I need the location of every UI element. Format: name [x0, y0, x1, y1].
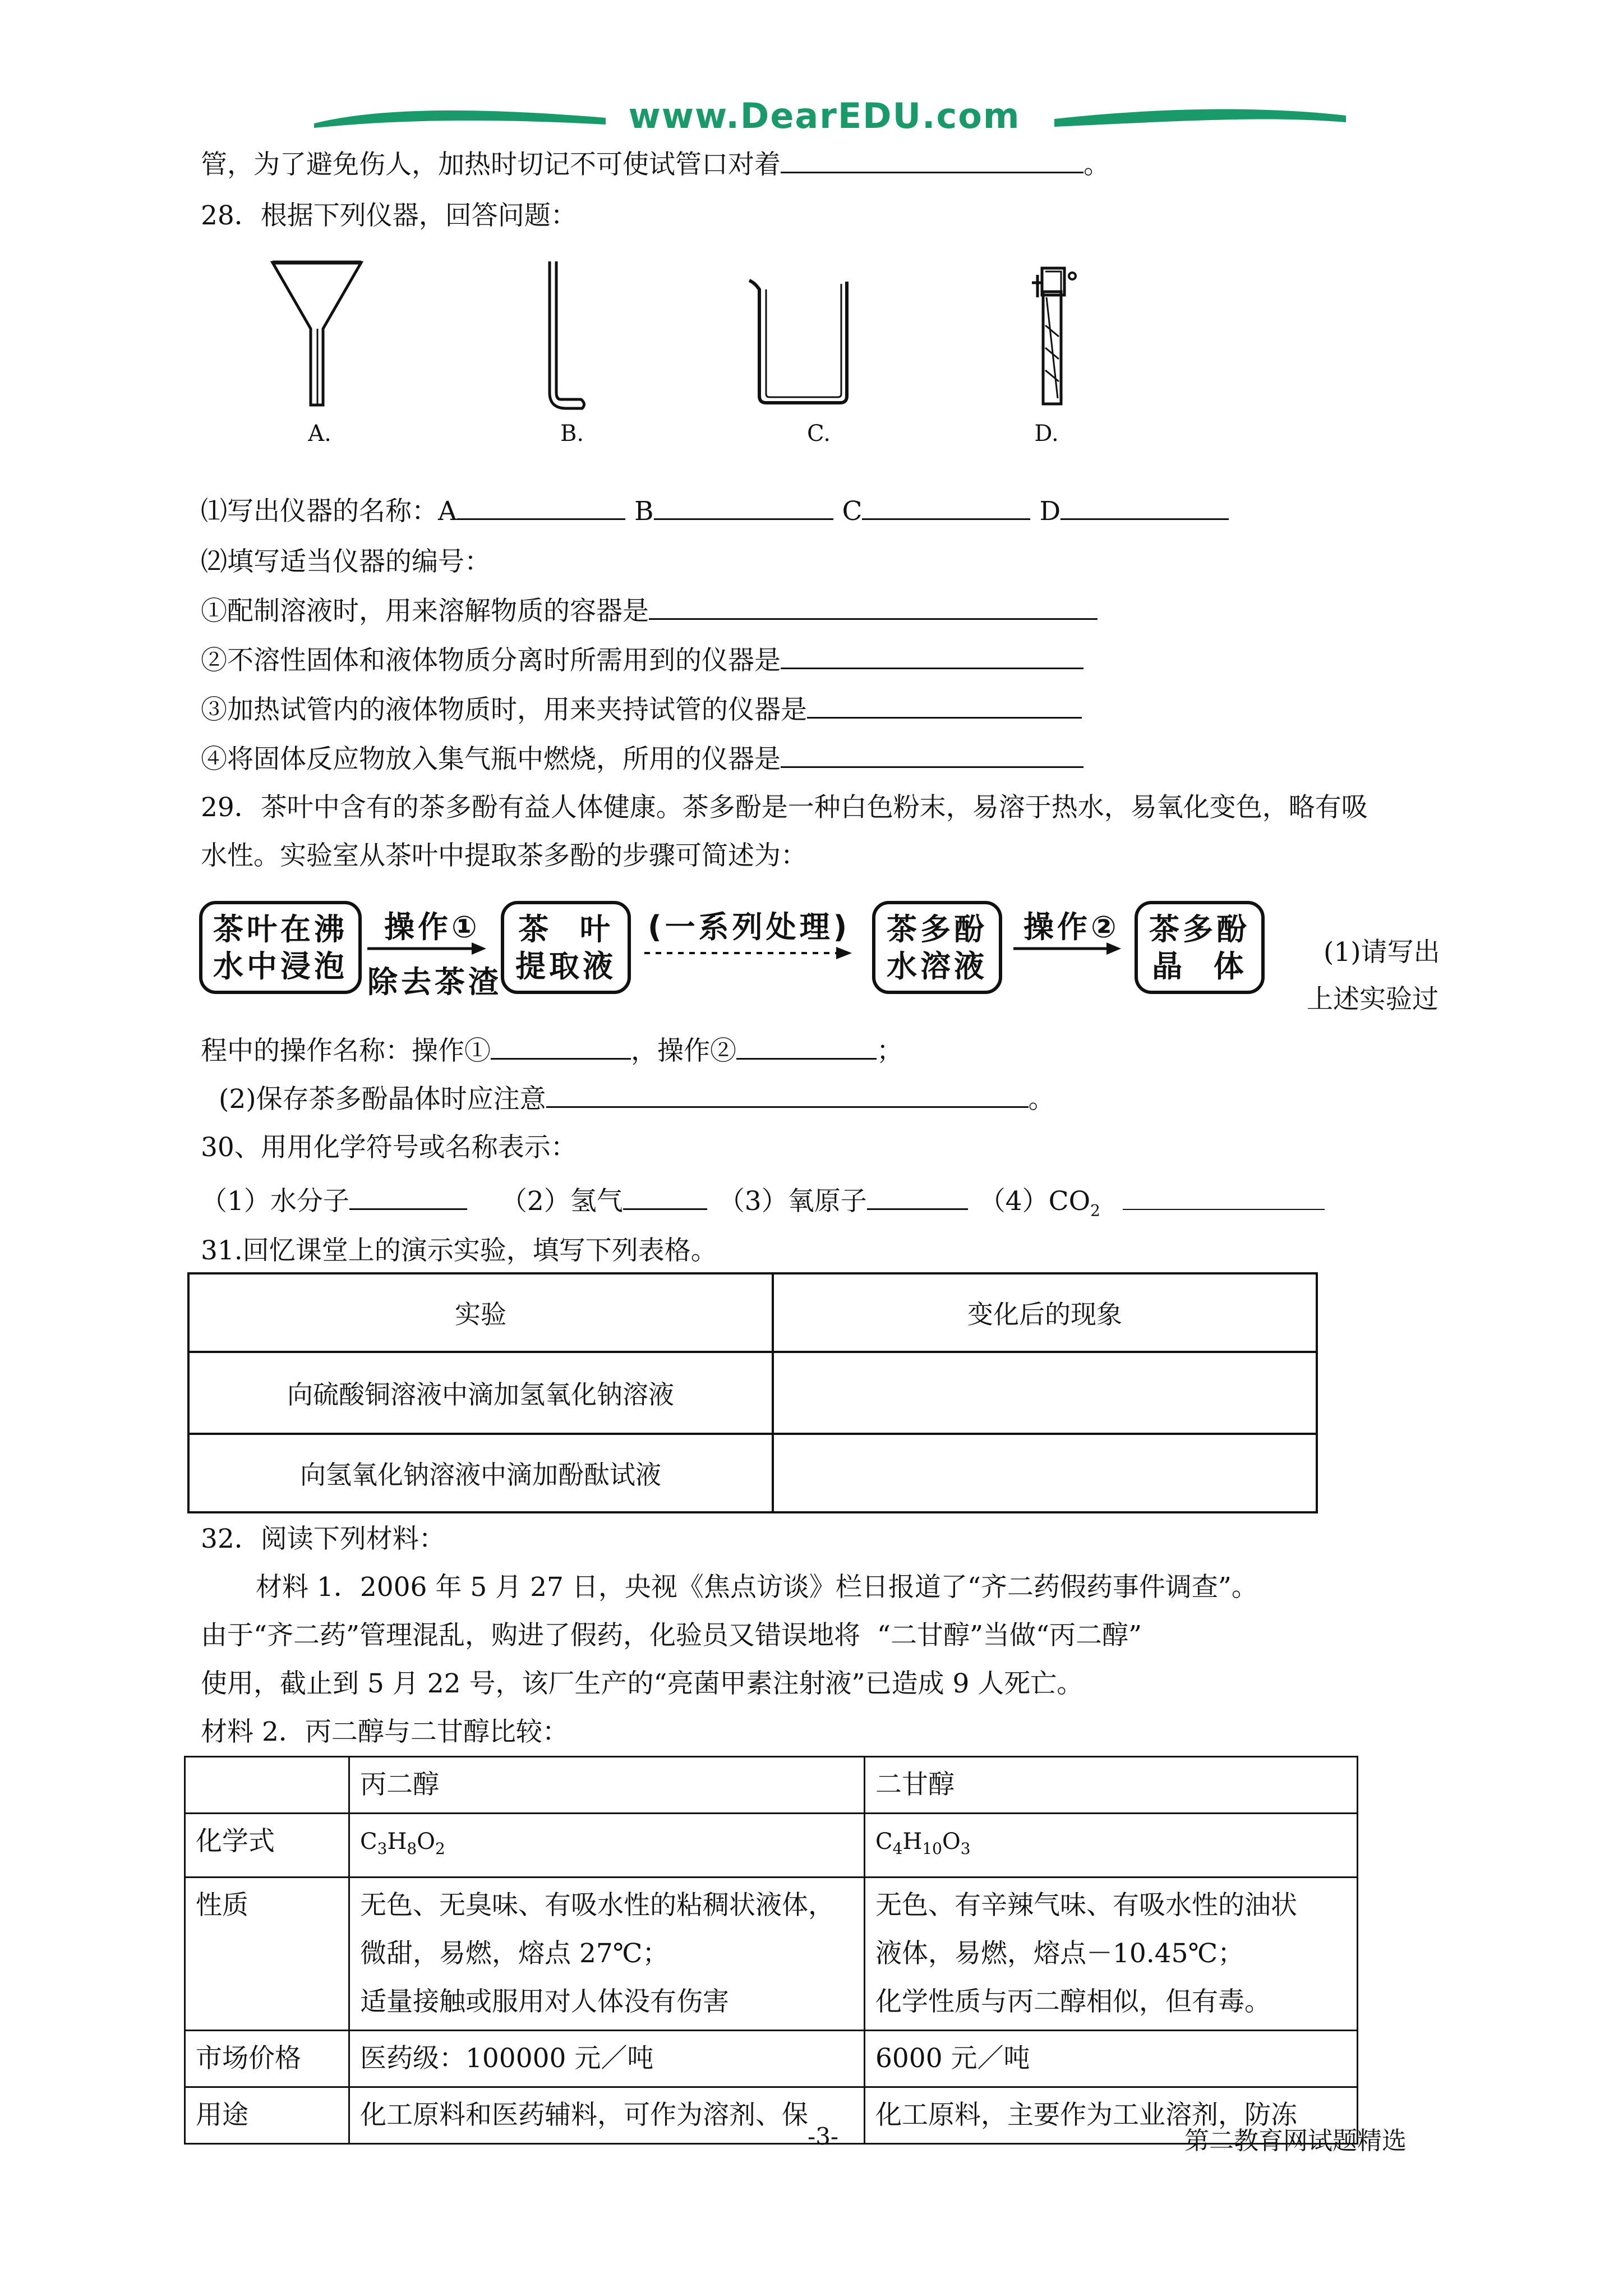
q30-part3-text: （3）氧原子 — [718, 1186, 867, 1217]
q29-store-end: 。 — [1028, 1084, 1055, 1115]
q32-m2: 材料 2．丙二醇与二甘醇比较： — [201, 1717, 569, 1747]
q29-store-line — [219, 1082, 1055, 1116]
q28-item-4 — [201, 742, 1083, 776]
flow-diagram — [199, 892, 1287, 1015]
q29-line1: 29．茶叶中含有的茶多酚有益人体健康。茶多酚是一种白色粉末，易溶于热水，易氧化变色，略有吸 — [201, 792, 1368, 823]
q32-property-diethylene-line2: 液体，易燃，熔点－10.45℃； — [875, 1938, 1244, 1969]
q28-item-2-text: ②不溶性固体和液体物质分离时所需用到的仪器是 — [201, 645, 781, 676]
q32-formula-propylene: $C_3H_8O_2$ — [349, 1814, 865, 1878]
q30-part2-text: （2）氢气 — [500, 1186, 623, 1217]
q28-item-1-blank[interactable] — [649, 593, 1098, 620]
q31-row2-answer-cell[interactable] — [773, 1434, 1317, 1512]
q32-table — [184, 1756, 1358, 2145]
instrument-label-b: B. — [560, 421, 584, 447]
q29-side1: (1)请写出 — [1324, 937, 1440, 968]
q30-part4-text: （4）CO — [979, 1186, 1091, 1217]
flow-arrow3-icon — [1011, 940, 1123, 957]
q32-row-use: 用途 — [185, 2087, 349, 2144]
q32-title: 32．阅读下列材料： — [201, 1524, 445, 1554]
flow-box-extract — [501, 901, 631, 994]
q32-corner-cell — [185, 1757, 349, 1814]
q32-property-propylene-line1: 无色、无臭味、有吸水性的粘稠状液体， — [360, 1890, 834, 1921]
q31-row1-experiment: 向硫酸铜溶液中滴加氢氧化钠溶液 — [188, 1352, 773, 1434]
flow-box-extract-line1: 茶 叶 — [518, 912, 614, 947]
q29-op1-blank[interactable] — [491, 1033, 631, 1060]
flow-arrow2-text: (一系列处理) — [648, 909, 851, 945]
name-letter-a: A — [438, 496, 457, 527]
q28-item-1 — [201, 593, 1098, 628]
name-blank-c[interactable] — [862, 494, 1030, 520]
q32-formula-diethylene: $C_4H_{10}O_3$ — [865, 1814, 1358, 1878]
flow-arrow1-bottom: 除去茶渣 — [367, 964, 502, 1000]
table-row — [188, 1434, 1317, 1512]
q29-op2-text: ，操作② — [631, 1036, 736, 1066]
q28-item-2-blank[interactable] — [781, 643, 1083, 669]
q29-side2: 上述实验过 — [1307, 984, 1438, 1015]
q30-part3-blank[interactable] — [867, 1184, 968, 1210]
q28-sub2: ⑵填写适当仪器的编号： — [201, 546, 491, 577]
q32-m1-line2: 由于“齐二药”管理混乱，购进了假药，化验员又错误地将 “二甘醇”当做“丙二醇” — [201, 1620, 1142, 1651]
flow-box-crystal — [1135, 901, 1265, 994]
q28-item-1-text: ①配制溶液时，用来溶解物质的容器是 — [201, 596, 649, 627]
q32-row-price: 市场价格 — [185, 2031, 349, 2087]
q29-store-text: (2)保存茶多酚晶体时应注意 — [219, 1084, 546, 1115]
table-row — [188, 1352, 1317, 1434]
table-row — [185, 2031, 1358, 2087]
q32-col-diethylene: 二甘醇 — [865, 1757, 1358, 1814]
q27-tail-line — [201, 147, 1110, 182]
q28-item-4-blank[interactable] — [781, 742, 1083, 768]
flow-box-solution-line2: 水溶液 — [887, 949, 988, 984]
q31-table — [187, 1272, 1318, 1513]
name-letter-d: D — [1039, 496, 1061, 527]
flow-box-soak-line1: 茶叶在沸 — [213, 912, 348, 947]
table-row — [185, 1757, 1358, 1814]
q32-property-diethylene-line3: 化学性质与丙二醇相似，但有毒。 — [875, 1986, 1271, 2017]
q32-property-propylene-line2: 微甜，易燃，熔点 27℃； — [360, 1938, 669, 1969]
q28-item-3 — [201, 692, 1082, 727]
header-banner — [314, 95, 1346, 146]
q29-line2: 水性。实验室从茶叶中提取茶多酚的步骤可简述为： — [201, 840, 807, 871]
q32-use-diethylene: 化工原料，主要作为工业溶剂，防冻 — [865, 2087, 1358, 2144]
q32-m1-line1: 材料 1．2006 年 5 月 27 日，央视《焦点访谈》栏日报道了“齐二药假药事件调查”。 — [256, 1572, 1258, 1603]
instrument-label-a: A. — [308, 421, 331, 447]
q31-title: 31.回忆课堂上的演示实验，填写下列表格。 — [201, 1235, 717, 1266]
flow-box-solution-line1: 茶多酚 — [887, 912, 988, 947]
footer-source: 第二教育网试题精选 — [1184, 2127, 1407, 2155]
flow-box-solution — [872, 901, 1002, 994]
q32-price-diethylene: 6000 元／吨 — [865, 2031, 1358, 2087]
flow-box-crystal-line1: 茶多酚 — [1149, 912, 1250, 947]
flow-arrow1-top: 操作① — [384, 909, 481, 945]
flow-box-soak-line2: 水中浸泡 — [213, 949, 348, 984]
q30-parts-line — [201, 1184, 1325, 1227]
q32-property-propylene-line3: 适量接触或服用对人体没有伤害 — [360, 1986, 729, 2017]
q27-tail-text: 管，为了避免伤人，加热时切记不可使试管口对着 — [201, 149, 781, 180]
q28-item-3-text: ③加热试管内的液体物质时，用来夹持试管的仪器是 — [201, 694, 807, 725]
flow-box-crystal-line2: 晶 体 — [1152, 949, 1247, 984]
q30-title: 30、用用化学符号或名称表示： — [201, 1132, 577, 1163]
flow-box-extract-line2: 提取液 — [515, 949, 616, 984]
q28-title: 28．根据下列仪器，回答问题： — [201, 200, 577, 231]
table-row — [185, 2087, 1358, 2144]
q30-part1-blank[interactable] — [349, 1184, 467, 1210]
name-blank-d[interactable] — [1061, 494, 1229, 520]
q30-part4-sub: 2 — [1090, 1201, 1100, 1220]
q32-property-diethylene-line1: 无色、有辛辣气味、有吸水性的油状 — [875, 1890, 1297, 1921]
header-swoosh-left-icon — [314, 101, 606, 140]
flow-arrow3-top: 操作② — [1023, 909, 1120, 945]
q29-ops-end: ； — [877, 1036, 903, 1066]
instrument-label-c: C. — [807, 421, 831, 447]
header-site[interactable]: www.DearEDU.com — [628, 95, 1021, 136]
header-swoosh-right-icon — [1054, 101, 1346, 140]
q30-part1-text: （1）水分子 — [201, 1186, 349, 1217]
q31-header-experiment: 实验 — [188, 1273, 773, 1352]
table-row — [185, 1878, 1358, 2031]
table-row — [188, 1273, 1317, 1352]
q28-sub1-line — [201, 494, 1229, 528]
q29-op1-text: 程中的操作名称：操作① — [201, 1036, 491, 1066]
q31-row1-answer-cell[interactable] — [773, 1352, 1317, 1434]
q32-use-propylene: 化工原料和医药辅料，可作为溶剂、保 — [349, 2087, 865, 2144]
q32-row-formula: 化学式 — [185, 1814, 349, 1878]
q28-item-4-text: ④将固体反应物放入集气瓶中燃烧，所用的仪器是 — [201, 744, 781, 775]
instrument-label-d: D. — [1034, 421, 1059, 447]
q32-price-propylene: 医药级：100000 元／吨 — [349, 2031, 865, 2087]
q28-item-3-blank[interactable] — [807, 692, 1082, 719]
q29-ops-line — [201, 1033, 903, 1068]
q31-row2-experiment: 向氢氧化钠溶液中滴加酚酞试液 — [188, 1434, 773, 1512]
q32-property-diethylene — [865, 1878, 1358, 2031]
table-row — [185, 1814, 1358, 1878]
name-blank-b[interactable] — [654, 494, 833, 520]
name-letter-b: B — [634, 496, 654, 527]
q31-header-phenomenon: 变化后的现象 — [773, 1273, 1317, 1352]
q32-property-propylene — [349, 1878, 865, 2031]
name-blank-a[interactable] — [457, 494, 625, 520]
beaker-icon — [746, 275, 858, 409]
name-letter-c: C — [842, 496, 863, 527]
q28-item-2 — [201, 643, 1083, 678]
q32-col-propylene: 丙二醇 — [349, 1757, 865, 1814]
q28-sub1-text: ⑴写出仪器的名称： — [201, 496, 438, 527]
q30-part4-blank[interactable] — [1123, 1184, 1325, 1210]
flow-arrow1-icon — [365, 940, 488, 957]
q32-row-property: 性质 — [185, 1878, 349, 2031]
q29-store-blank[interactable] — [546, 1082, 1029, 1108]
flow-box-soak — [199, 901, 362, 994]
funnel-icon — [269, 258, 365, 409]
q27-end: 。 — [1083, 149, 1110, 180]
test-tube-holder-icon — [1009, 258, 1099, 409]
flow-arrow2-icon — [642, 945, 855, 961]
q27-answer-blank[interactable] — [781, 147, 1083, 173]
q32-m1-line3: 使用，截止到 5 月 22 号，该厂生产的“亮菌甲素注射液”已造成 9 人死亡。 — [201, 1668, 1083, 1699]
glass-rod-spoon-icon — [538, 258, 606, 415]
q30-part2-blank[interactable] — [623, 1184, 707, 1210]
footer-page-number: -3- — [808, 2123, 839, 2150]
q29-op2-blank[interactable] — [736, 1033, 877, 1060]
